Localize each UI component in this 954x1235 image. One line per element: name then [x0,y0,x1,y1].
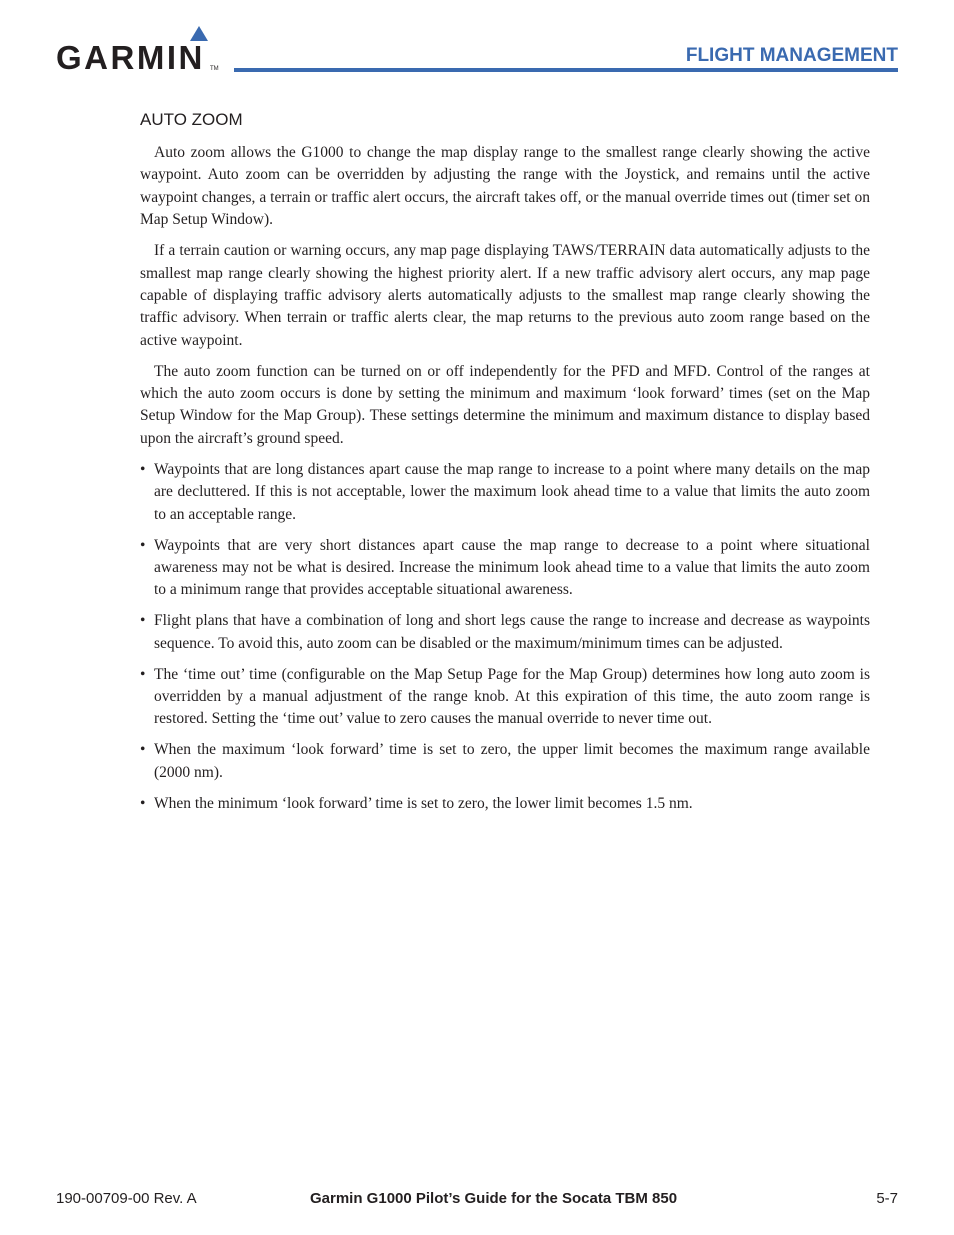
header-divider [234,68,898,72]
list-item-text: Waypoints that are very short distances apart cause the map range to decrease to a point where situational awareness may not be what is desired. Increase the minimum look ahead time to a value that limits the auto zoom to a minimum range that provides acceptable situational awareness. [154,536,870,599]
list-item-text: When the maximum ‘look forward’ time is set to zero, the upper limit becomes the maximum range available (2000 nm). [154,741,870,781]
bullet-list [140,459,870,815]
document-number: 190-00709-00 Rev. A [56,1190,197,1207]
bullet-icon: • [140,741,146,759]
logo-trademark: TM [210,66,219,72]
paragraph: Auto zoom allows the G1000 to change the map display range to the smallest range clearly showing the active waypoint. Auto zoom can be overridden by adjusting the range with the Joystick, and remains until the active waypoint changes, a terrain or traffic alert occurs, the aircraft takes off, or the manual override times out (timer set on Map Setup Window). [140,144,870,229]
list-item [140,664,870,731]
list-item-text: Waypoints that are long distances apart cause the map range to increase to a point where many details on the map are decluttered. If this is not acceptable, lower the maximum look ahead time to a value that limits the auto zoom to an acceptable range. [154,460,870,523]
paragraph: The auto zoom function can be turned on or off independently for the PFD and MFD. Control of the ranges at which the auto zoom occurs is done by setting the minimum and maximum ‘look forward’ times (set on the Map Setup Window for the Map Group). These settings determine the minimum and maximum distance to display based upon the aircraft’s ground speed. [140,362,870,447]
garmin-logo [56,26,220,76]
bullet-icon: • [140,536,146,554]
bullet-icon: • [140,665,146,683]
section-title: FLIGHT MANAGEMENT [685,45,898,66]
logo-text: GARMIN [56,39,205,76]
footer-title: Garmin G1000 Pilot’s Guide for the Socata TBM 850 [310,1190,678,1207]
list-item [140,739,870,784]
page-number: 5-7 [876,1190,898,1207]
list-item [140,610,870,655]
list-item-text: Flight plans that have a combination of long and short legs cause the range to increase and decrease as waypoints sequence. To avoid this, auto zoom can be disabled or the maximum/minimum times can be adjusted. [154,612,870,652]
bullet-icon: • [140,794,146,812]
section-heading: AUTO ZOOM [140,110,243,129]
list-item [140,793,870,815]
bullet-icon: • [140,460,146,478]
list-item-text: When the minimum ‘look forward’ time is set to zero, the lower limit becomes 1.5 nm. [154,794,693,812]
paragraph: If a terrain caution or warning occurs, any map page displaying TAWS/TERRAIN data automatically adjusts to the smallest map range clearly showing the highest priority alert. If a new traffic advisory alert occurs, any map page capable of displaying traffic advisory alerts automatically adjusts to the smallest map range clearly showing the traffic advisory. When terrain or traffic alerts clear, the map returns to the previous auto zoom range based on the active waypoint. [140,242,870,349]
list-item-text: The ‘time out’ time (configurable on the Map Setup Page for the Map Group) determines how long auto zoom is overridden by a manual adjustment of the range knob. At this expiration of this time, the auto zoom range is restored. Setting the ‘time out’ value to zero causes the manual override to never time out. [154,665,870,728]
list-item [140,459,870,526]
list-item [140,535,870,602]
bullet-icon: • [140,612,146,630]
page-content [140,109,870,823]
